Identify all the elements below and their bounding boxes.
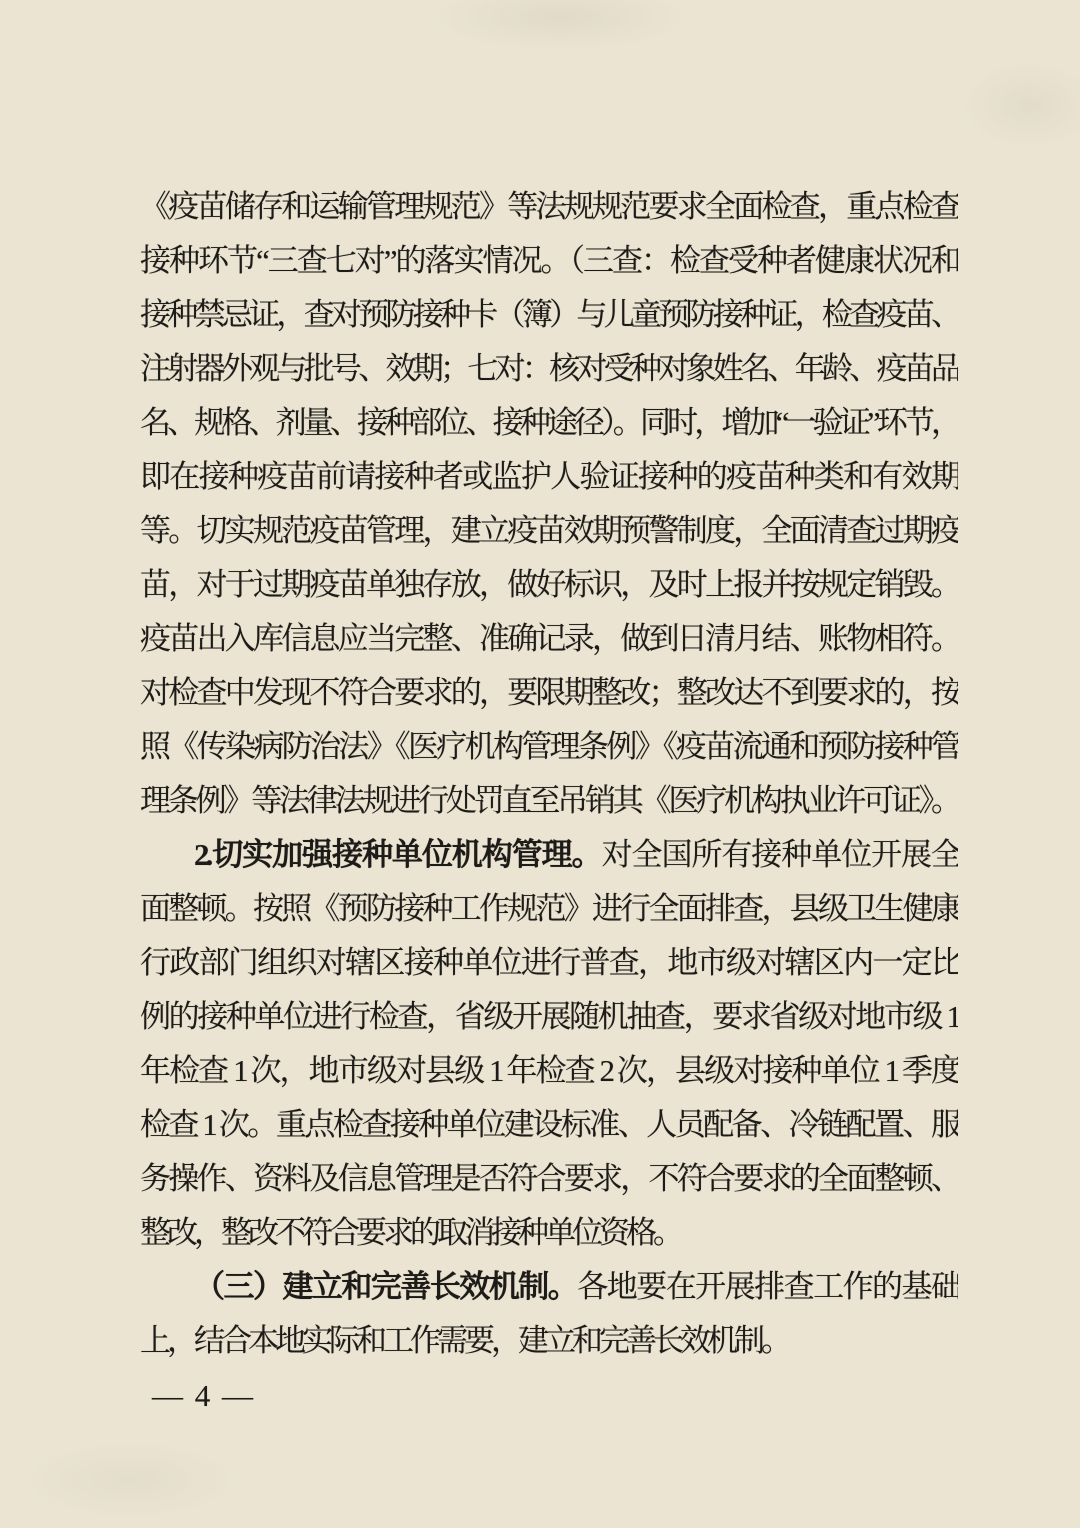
text-line: 疫苗出入库信息应当完整、准确记录，做到日清月结、账物相符。: [140, 621, 958, 656]
text-line: （三）建立和完善长效机制。各地要在开展排查工作的基础: [194, 1269, 958, 1304]
text-line: 年检查 1 次，地市级对县级 1 年检查 2 次，县级对接种单位 1 季度: [140, 1053, 958, 1088]
text-line: 接种环节“三查七对”的落实情况。（三查：检查受种者健康状况和: [140, 243, 958, 278]
text-line: 名、规格、剂量、接种部位、接种途径）。同时，增加“一验证”环节，: [140, 405, 958, 440]
scan-smudge: [20, 1440, 240, 1520]
text-line-heading: （三）建立和完善长效机制。: [194, 1269, 578, 1304]
text-line: 上，结合本地实际和工作需要，建立和完善长效机制。: [140, 1323, 788, 1358]
text-line: 苗，对于过期疫苗单独存放，做好标识，及时上报并按规定销毁。: [140, 567, 958, 602]
text-line-heading: 2.切实加强接种单位机构管理。: [194, 837, 602, 872]
text-line: 理条例》等法律法规进行处罚直至吊销其《医疗机构执业许可证》。: [140, 783, 958, 818]
text-line: 对检查中发现不符合要求的，要限期整改；整改达不到要求的，按: [140, 675, 958, 710]
text-line: 例的接种单位进行检查，省级开展随机抽查，要求省级对地市级 1: [140, 999, 958, 1034]
text-line: 整改，整改不符合要求的取消接种单位资格。: [140, 1215, 680, 1250]
text-line: 照《传染病防治法》《医疗机构管理条例》《疫苗流通和预防接种管: [140, 729, 958, 764]
text-line: 接种禁忌证，查对预防接种卡（簿）与儿童预防接种证，检查疫苗、: [140, 297, 958, 332]
text-line: 等。切实规范疫苗管理，建立疫苗效期预警制度，全面清查过期疫: [140, 513, 958, 548]
scan-smudge: [960, 60, 1080, 150]
document-text-block: [140, 180, 958, 1368]
text-line: 即在接种疫苗前请接种者或监护人验证接种的疫苗种类和有效期: [140, 459, 958, 494]
scan-smudge: [430, 0, 690, 52]
text-line: 务操作、资料及信息管理是否符合要求，不符合要求的全面整顿、: [140, 1161, 958, 1196]
text-line: 行政部门组织对辖区接种单位进行普查，地市级对辖区内一定比: [140, 945, 958, 980]
text-line: 面整顿。按照《预防接种工作规范》进行全面排查，县级卫生健康: [140, 891, 958, 926]
page-number: — 4 —: [152, 1378, 255, 1413]
text-line: 《疫苗储存和运输管理规范》等法规规范要求全面检查，重点检查: [140, 189, 958, 224]
text-line: 检查 1 次。重点检查接种单位建设标准、人员配备、冷链配置、服: [140, 1107, 958, 1142]
text-line: 2.切实加强接种单位机构管理。对全国所有接种单位开展全: [194, 837, 958, 872]
text-line: 注射器外观与批号、效期；七对：核对受种对象姓名、年龄、疫苗品: [140, 351, 958, 386]
